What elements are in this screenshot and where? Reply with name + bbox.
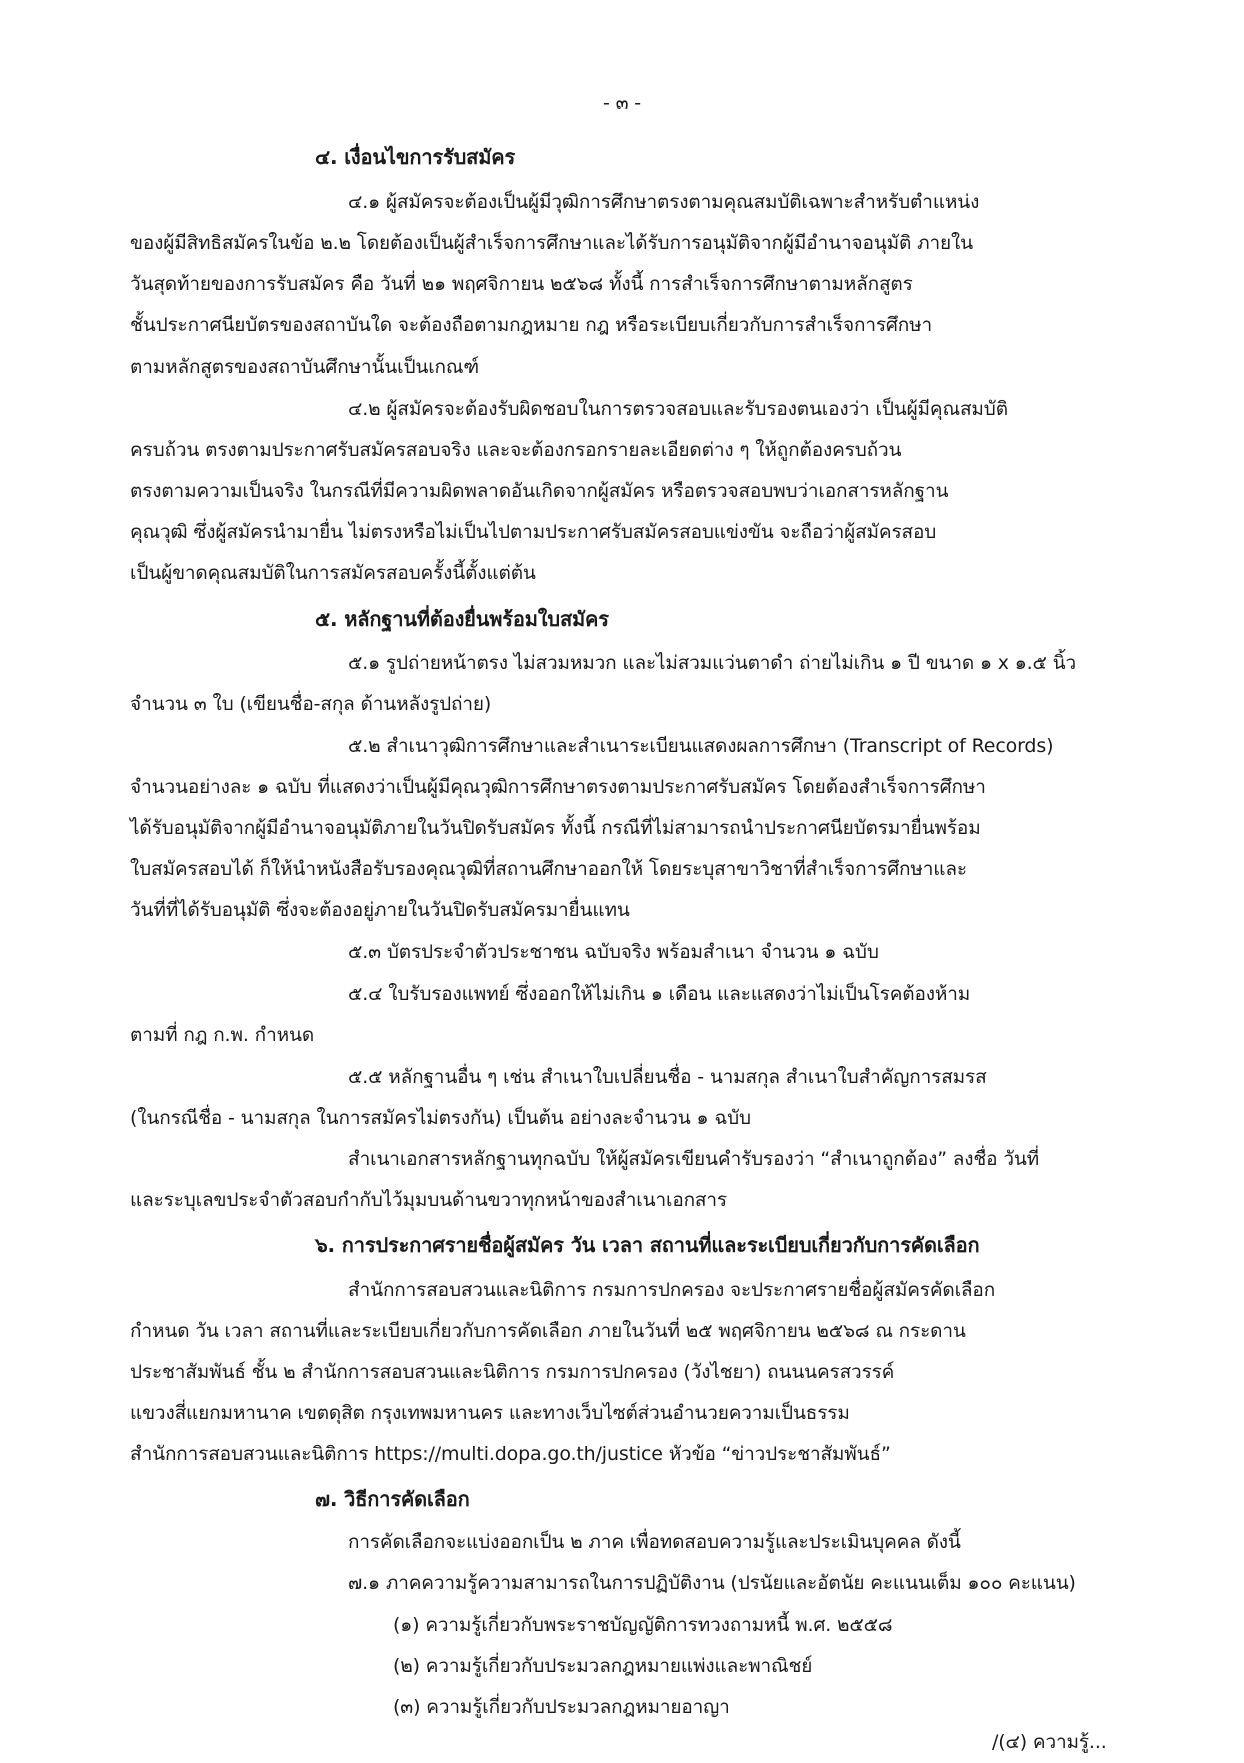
- paragraph-line: แขวงสี่แยกมหานาค เขตดุสิต กรุงเทพมหานคร และทางเว็บไซต์ส่วนอำนวยความเป็นธรรม: [130, 1402, 850, 1424]
- paragraph-line: ใบสมัครสอบได้ ก็ให้นำหนังสือรับรองคุณวุฒิที่สถานศึกษาออกให้ โดยระบุสาขาวิชาที่สำเร็จการศึกษาและ: [130, 858, 967, 880]
- continuation-marker: /(๔) ความรู้...: [992, 1731, 1107, 1753]
- list-item: (๒) ความรู้เกี่ยวกับประมวลกฎหมายแพ่งและพาณิชย์: [393, 1655, 813, 1677]
- section-7-heading: ๗. วิธีการคัดเลือก: [315, 1487, 470, 1511]
- paragraph-line: ตรงตามความเป็นจริง ในกรณีที่มีความผิดพลาดอันเกิดจากผู้สมัคร หรือตรวจสอบพบว่าเอกสารหลักฐาน: [130, 480, 949, 502]
- paragraph-line: ได้รับอนุมัติจากผู้มีอำนาจอนุมัติภายในวันปิดรับสมัคร ทั้งนี้ กรณีที่ไม่สามารถนำประกาศนียบัตรมายื่นพร้อม: [130, 817, 981, 839]
- paragraph-line: ๕.๕ หลักฐานอื่น ๆ เช่น สำเนาใบเปลี่ยนชื่อ - นามสกุล สำเนาใบสำคัญการสมรส: [348, 1066, 987, 1088]
- paragraph-line: ครบถ้วน ตรงตามประกาศรับสมัครสอบจริง และจะต้องกรอกรายละเอียดต่าง ๆ ให้ถูกต้องครบถ้วน: [130, 439, 902, 461]
- paragraph-line: ๗.๑ ภาคความรู้ความสามารถในการปฏิบัติงาน (ปรนัยและอัตนัย คะแนนเต็ม ๑๐๐ คะแนน): [348, 1572, 1076, 1594]
- paragraph-line: เป็นผู้ขาดคุณสมบัติในการสมัครสอบครั้งนี้ตั้งแต่ต้น: [130, 562, 536, 584]
- paragraph-line: ตามหลักสูตรของสถาบันศึกษานั้นเป็นเกณฑ์: [130, 356, 480, 378]
- paragraph-line: จำนวน ๓ ใบ (เขียนชื่อ-สกุล ด้านหลังรูปถ่าย): [130, 693, 492, 715]
- paragraph-line: จำนวนอย่างละ ๑ ฉบับ ที่แสดงว่าเป็นผู้มีคุณวุฒิการศึกษาตรงตามประกาศรับสมัคร โดยต้องสำเร็จการศึกษา: [130, 776, 986, 798]
- list-item: (๑) ความรู้เกี่ยวกับพระราชบัญญัติการทวงถามหนี้ พ.ศ. ๒๕๕๘: [393, 1614, 893, 1636]
- page-number: - ๓ -: [602, 92, 642, 114]
- section-6-heading: ๖. การประกาศรายชื่อผู้สมัคร วัน เวลา สถานที่และระเบียบเกี่ยวกับการคัดเลือก: [315, 1233, 980, 1257]
- paragraph-line: สำนักการสอบสวนและนิติการ https://multi.dopa.go.th/justice หัวข้อ “ข่าวประชาสัมพันธ์”: [130, 1443, 891, 1465]
- paragraph-line: กำหนด วัน เวลา สถานที่และระเบียบเกี่ยวกับการคัดเลือก ภายในวันที่ ๒๕ พฤศจิกายน ๒๕๖๘ ณ กระดาน: [130, 1320, 966, 1342]
- paragraph-line: ๔.๒ ผู้สมัครจะต้องรับผิดชอบในการตรวจสอบและรับรองตนเองว่า เป็นผู้มีคุณสมบัติ: [348, 398, 1008, 420]
- paragraph-line: ๕.๒ สำเนาวุฒิการศึกษาและสำเนาระเบียนแสดงผลการศึกษา (Transcript of Records): [348, 735, 1054, 757]
- section-5-heading: ๕. หลักฐานที่ต้องยื่นพร้อมใบสมัคร: [315, 607, 609, 631]
- paragraph-line: ๔.๑ ผู้สมัครจะต้องเป็นผู้มีวุฒิการศึกษาตรงตามคุณสมบัติเฉพาะสำหรับตำแหน่ง: [348, 191, 980, 213]
- paragraph-line: ๕.๔ ใบรับรองแพทย์ ซึ่งออกให้ไม่เกิน ๑ เดือน และแสดงว่าไม่เป็นโรคต้องห้าม: [348, 983, 971, 1005]
- section-4-heading: ๔. เงื่อนไขการรับสมัคร: [315, 145, 516, 169]
- paragraph-line: วันสุดท้ายของการรับสมัคร คือ วันที่ ๒๑ พฤศจิกายน ๒๕๖๘ ทั้งนี้ การสำเร็จการศึกษาตามหลักสูตร: [130, 273, 913, 295]
- paragraph-line: ของผู้มีสิทธิสมัครในข้อ ๒.๒ โดยต้องเป็นผู้สำเร็จการศึกษาและได้รับการอนุมัติจากผู้มีอำนาจอนุมัติ ภายใน: [130, 232, 973, 254]
- paragraph-line: ๕.๓ บัตรประจำตัวประชาชน ฉบับจริง พร้อมสำเนา จำนวน ๑ ฉบับ: [348, 941, 879, 963]
- paragraph-line: คุณวุฒิ ซึ่งผู้สมัครนำมายื่น ไม่ตรงหรือไม่เป็นไปตามประกาศรับสมัครสอบแข่งขัน จะถือว่าผู้สมัครสอบ: [130, 521, 937, 543]
- paragraph-line: ประชาสัมพันธ์ ชั้น ๒ สำนักการสอบสวนและนิติการ กรมการปกครอง (วังไชยา) ถนนนครสวรรค์: [130, 1361, 895, 1383]
- paragraph-line: วันที่ที่ได้รับอนุมัติ ซึ่งจะต้องอยู่ภายในวันปิดรับสมัครมายื่นแทน: [130, 899, 630, 921]
- paragraph-line: ๕.๑ รูปถ่ายหน้าตรง ไม่สวมหมวก และไม่สวมแว่นตาดำ ถ่ายไม่เกิน ๑ ปี ขนาด ๑ x ๑.๕ นิ้ว: [348, 652, 1077, 674]
- paragraph-line: สำนักการสอบสวนและนิติการ กรมการปกครอง จะประกาศรายชื่อผู้สมัครคัดเลือก: [348, 1279, 996, 1301]
- paragraph-line: (ในกรณีชื่อ - นามสกุล ในการสมัครไม่ตรงกัน) เป็นต้น อย่างละจำนวน ๑ ฉบับ: [130, 1107, 751, 1129]
- paragraph-line: และระบุเลขประจำตัวสอบกำกับไว้มุมบนด้านขวาทุกหน้าของสำเนาเอกสาร: [130, 1189, 727, 1211]
- list-item: (๓) ความรู้เกี่ยวกับประมวลกฎหมายอาญา: [393, 1696, 730, 1718]
- paragraph-line: ชั้นประกาศนียบัตรของสถาบันใด จะต้องถือตามกฎหมาย กฎ หรือระเบียบเกี่ยวกับการสำเร็จการศึกษา: [130, 314, 933, 336]
- paragraph-line: สำเนาเอกสารหลักฐานทุกฉบับ ให้ผู้สมัครเขียนคำรับรองว่า “สำเนาถูกต้อง” ลงชื่อ วันที่: [348, 1148, 1040, 1170]
- paragraph-line: การคัดเลือกจะแบ่งออกเป็น ๒ ภาค เพื่อทดสอบความรู้และประเมินบุคคล ดังนี้: [348, 1531, 961, 1553]
- paragraph-line: ตามที่ กฎ ก.พ. กำหนด: [130, 1024, 315, 1046]
